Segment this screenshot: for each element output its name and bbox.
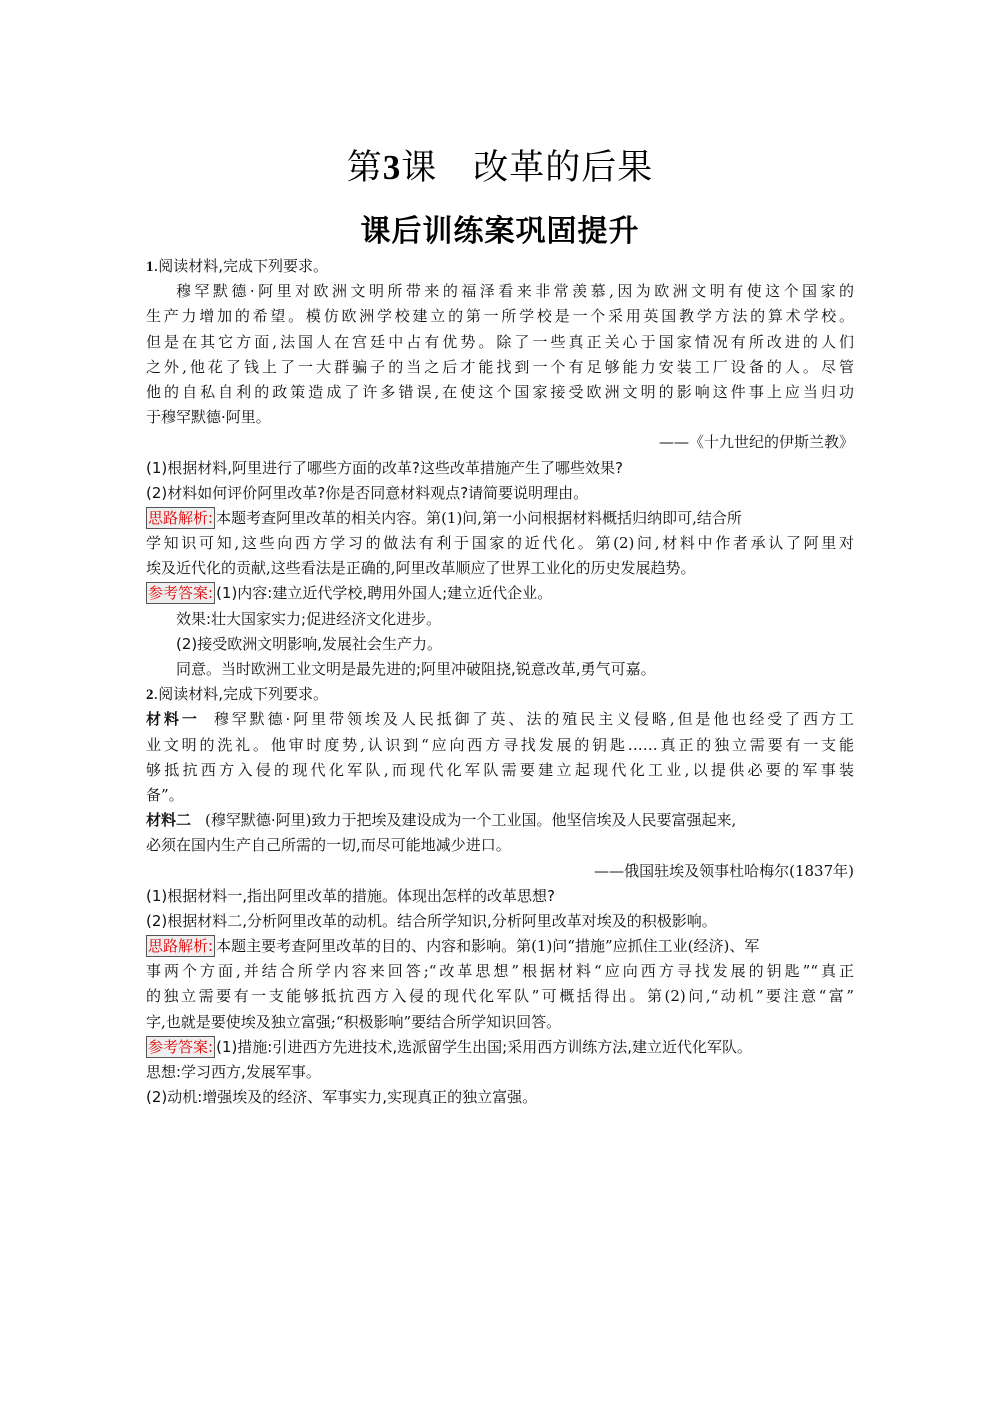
sub-question: (2)根据材料二,分析阿里改革的动机。结合所学知识,分析阿里改革对埃及的积极影响。: [146, 911, 717, 930]
document-body: [146, 254, 854, 1110]
analysis-label: 思路解析:: [148, 508, 214, 527]
answer-label: 参考答案:: [148, 1037, 214, 1056]
answer-line: 思想:学习西方,发展军事。: [146, 1063, 321, 1081]
sub-question: (1)根据材料,阿里进行了哪些方面的改革?这些改革措施产生了哪些效果?: [146, 458, 623, 477]
material-1-first-line: [146, 707, 854, 732]
answer-first-line: [146, 1035, 854, 1060]
material-line: 穆罕默德·阿里对欧洲文明所带来的福泽看来非常羡慕,因为欧洲文明有使这个国家的: [176, 282, 854, 301]
question-prompt: .阅读材料,完成下列要求。: [153, 257, 329, 275]
analysis-line: 学知识可知,这些向西方学习的做法有利于国家的近代化。第(2)问,材料中作者承认了阿里对: [146, 534, 854, 553]
analysis-label: 思路解析:: [148, 937, 214, 956]
material-text: 穆罕默德·阿里带领埃及人民抵御了英、法的殖民主义侵略,但是他也经受了西方工: [213, 710, 854, 729]
title-prefix: 第: [346, 148, 383, 188]
sub-question: (2)材料如何评价阿里改革?你是否同意材料观点?请简要说明理由。: [146, 483, 589, 502]
material-2-label: 材料二: [146, 811, 192, 830]
material-source: ——俄国驻埃及领事杜哈梅尔(1837年): [594, 861, 854, 880]
analysis-text: 本题主要考查阿里改革的目的、内容和影响。第(1)问“措施”应抓住工业(经济)、军: [216, 937, 760, 956]
material-line: 备”。: [146, 785, 184, 804]
title-number: 3: [382, 148, 402, 187]
answer-line: (2)接受欧洲文明影响,发展社会生产力。: [176, 634, 443, 653]
title-suffix: 课 改革的后果: [401, 148, 654, 188]
material-line: 但是在其它方面,法国人在宫廷中占有优势。除了一些真正关心于国家情况有所改进的人们: [146, 332, 854, 351]
material-line: 之外,他花了钱上了一大群骗子的当之后才能找到一个有足够能力安装工厂设备的人。尽管: [146, 357, 854, 376]
answer-line: 同意。当时欧洲工业文明是最先进的;阿里冲破阻挠,锐意改革,勇气可嘉。: [176, 660, 656, 678]
material-1-label: 材料一: [146, 710, 200, 729]
answer-first-line: [146, 581, 854, 606]
analysis-first-line: [146, 934, 854, 959]
material-text: (穆罕默德·阿里)致力于把埃及建设成为一个工业国。他坚信埃及人民要富强起来,: [205, 811, 737, 830]
sub-question: (1)根据材料一,指出阿里改革的措施。体现出怎样的改革思想?: [146, 886, 555, 905]
material-line: 他的自私自利的政策造成了许多错误,在使这个国家接受欧洲文明的影响这件事上应当归功: [146, 382, 854, 401]
question-2-prompt: [146, 682, 854, 707]
question-prompt: .阅读材料,完成下列要求。: [153, 685, 329, 704]
material-2-first-line: [146, 808, 854, 833]
material-line: 业文明的洗礼。他审时度势,认识到“应向西方寻找发展的钥匙……真正的独立需要有一支能: [146, 735, 854, 754]
material-line: 于穆罕默德·阿里。: [146, 408, 271, 427]
material-source: ——《十九世纪的伊斯兰教》: [658, 433, 854, 452]
analysis-line: 埃及近代化的贡献,这些看法是正确的,阿里改革顺应了世界工业化的历史发展趋势。: [146, 559, 696, 578]
section-subtitle: 课后训练案巩固提升: [360, 214, 640, 249]
material-line: 生产力增加的希望。模仿欧洲学校建立的第一所学校是一个采用英国教学方法的算术学校。: [146, 307, 854, 326]
analysis-line: 的独立需要有一支能够抵抗西方入侵的现代化军队”可概括得出。第(2)问,“动机”要注意“富”: [146, 987, 854, 1006]
answer-text: (1)措施:引进西方先进技术,选派留学生出国;采用西方训练方法,建立近代化军队。: [216, 1037, 752, 1056]
analysis-line: 字,也就是要使埃及独立富强;“积极影响”要结合所学知识回答。: [146, 1012, 562, 1031]
question-1-prompt: [146, 254, 854, 279]
answer-text: (1)内容:建立近代学校,聘用外国人;建立近代企业。: [216, 584, 553, 603]
question-number: 2: [146, 687, 154, 704]
material-line: 够抵抗西方入侵的现代化军队,而现代化军队需要建立起现代化工业,以提供必要的军事装: [146, 760, 854, 779]
analysis-first-line: [146, 506, 854, 531]
answer-label: 参考答案:: [148, 584, 214, 603]
lesson-title: [146, 140, 854, 190]
answer-line: (2)动机:增强埃及的经济、军事实力,实现真正的独立富强。: [146, 1088, 538, 1107]
answer-line: 效果:壮大国家实力;促进经济文化进步。: [176, 609, 442, 628]
material-line: 必须在国内生产自己所需的一切,而尽可能地减少进口。: [146, 836, 511, 855]
analysis-text: 本题考查阿里改革的相关内容。第(1)问,第一小问根据材料概括归纳即可,结合所: [216, 508, 742, 527]
analysis-line: 事两个方面,并结合所学内容来回答;“改革思想”根据材料“应向西方寻找发展的钥匙”“真正: [146, 962, 854, 981]
question-number: 1: [146, 259, 154, 275]
